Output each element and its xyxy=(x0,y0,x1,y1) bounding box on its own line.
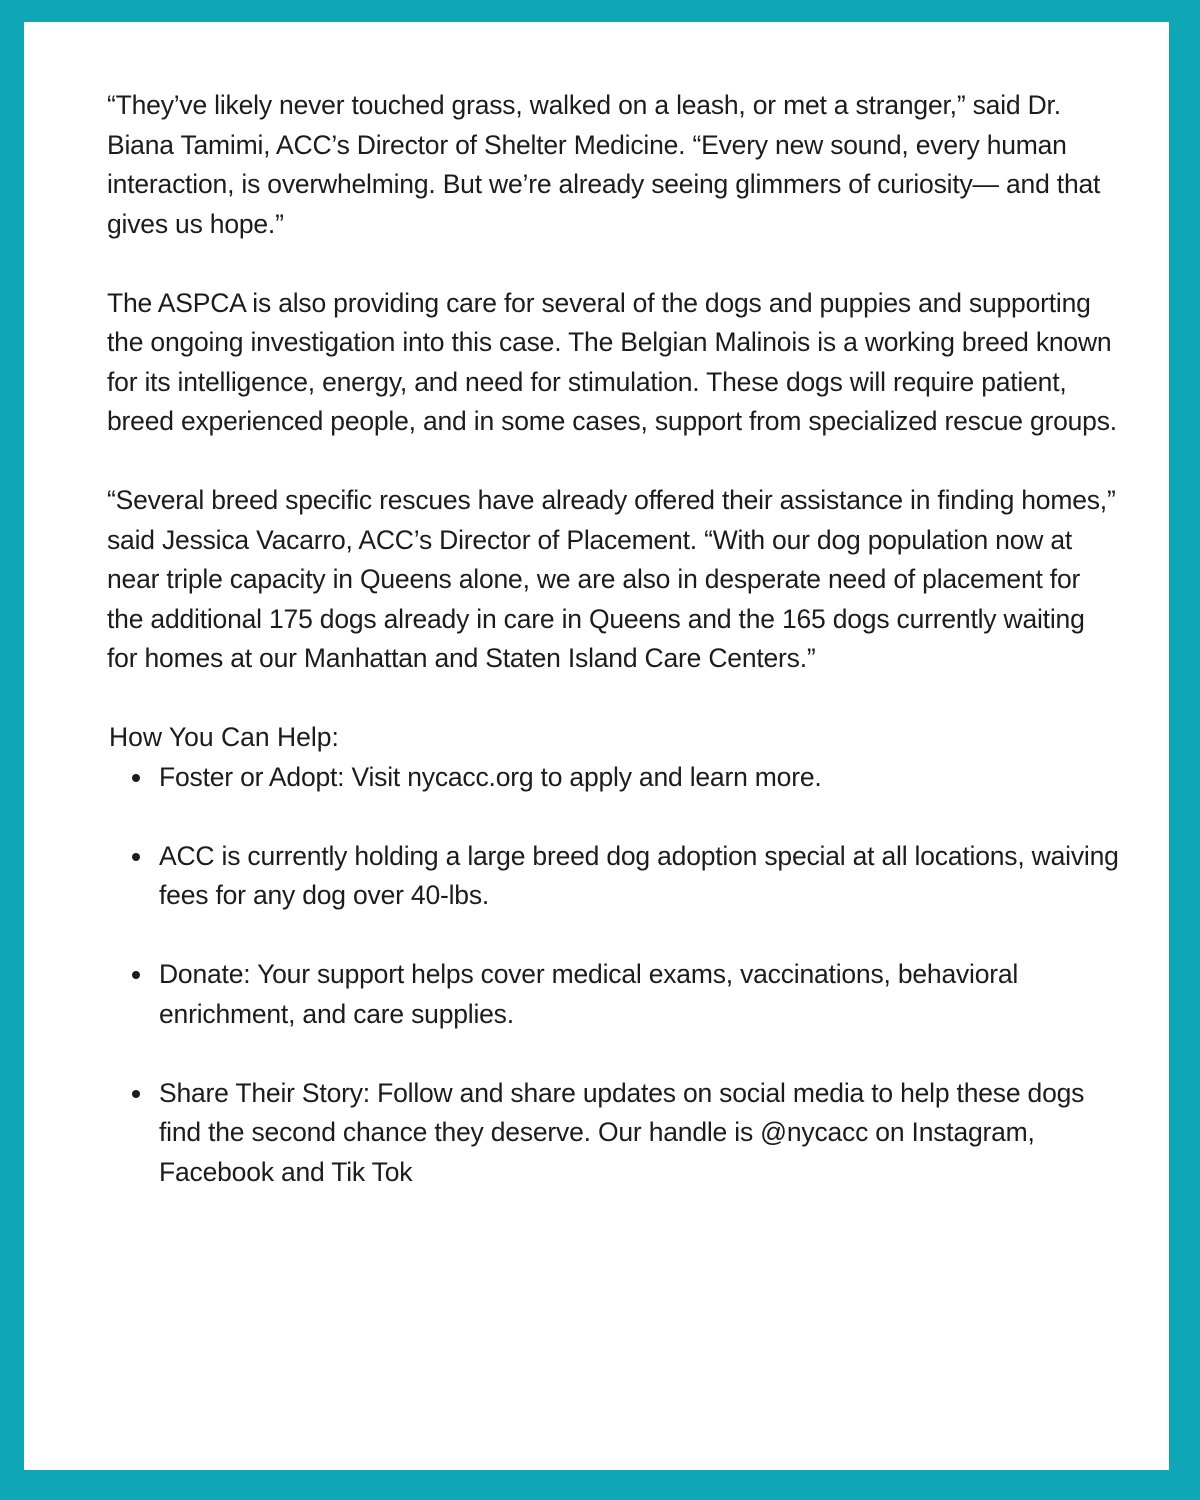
document-card xyxy=(24,22,1169,1470)
quote-paragraph-vacarro: “Several breed specific rescues have already offered their assistance in finding homes,” said Jessica Vacarro, ACC’s Director of Placement. “With our dog population now at near triple capacity in Queens alone, we are also in desperate need of placement for the additional 175 dogs already in care in Queens and the 165 dogs currently waiting for homes at our Manhattan and Staten Island Care Centers.” xyxy=(107,485,1116,673)
help-item-adoption-special xyxy=(107,837,1119,916)
help-item-share-story xyxy=(107,1074,1119,1193)
help-item-text: Foster or Adopt: Visit nycacc.org to apply and learn more. xyxy=(159,761,822,792)
bullet-icon xyxy=(132,1090,140,1098)
aspca-paragraph: The ASPCA is also providing care for several of the dogs and puppies and supporting the ongoing investigation into this case. The Belgian Malinois is a working breed known for its intelligence, energy, and need for stimulation. These dogs will require patient, breed experienced people, and in some cases, support from specialized rescue groups. xyxy=(107,287,1117,436)
help-item-text: ACC is currently holding a large breed dog adoption special at all locations, waiving fees for any dog over 40-lbs. xyxy=(159,840,1119,910)
bullet-icon xyxy=(132,971,140,979)
bullet-icon xyxy=(132,774,140,782)
help-item-text: Donate: Your support helps cover medical exams, vaccinations, behavioral enrichment, and care supplies. xyxy=(159,959,1019,1029)
help-item-foster-adopt xyxy=(107,758,1119,798)
help-item-donate xyxy=(107,955,1119,1034)
help-heading: How You Can Help: xyxy=(109,722,339,752)
quote-paragraph-tamimi: “They’ve likely never touched grass, walked on a leash, or met a stranger,” said Dr. Biana Tamimi, ACC’s Director of Shelter Medicine. “Every new sound, every human interaction, is overwhelming. But we’re already seeing glimmers of curiosity— and that gives us hope.” xyxy=(107,90,1101,239)
help-section xyxy=(107,718,1119,1192)
bullet-icon xyxy=(132,853,140,861)
help-item-text: Share Their Story: Follow and share updates on social media to help these dogs find the second chance they deserve. Our handle is @nycacc on Instagram, Facebook and Tik Tok xyxy=(159,1077,1085,1187)
help-list xyxy=(107,758,1119,1193)
